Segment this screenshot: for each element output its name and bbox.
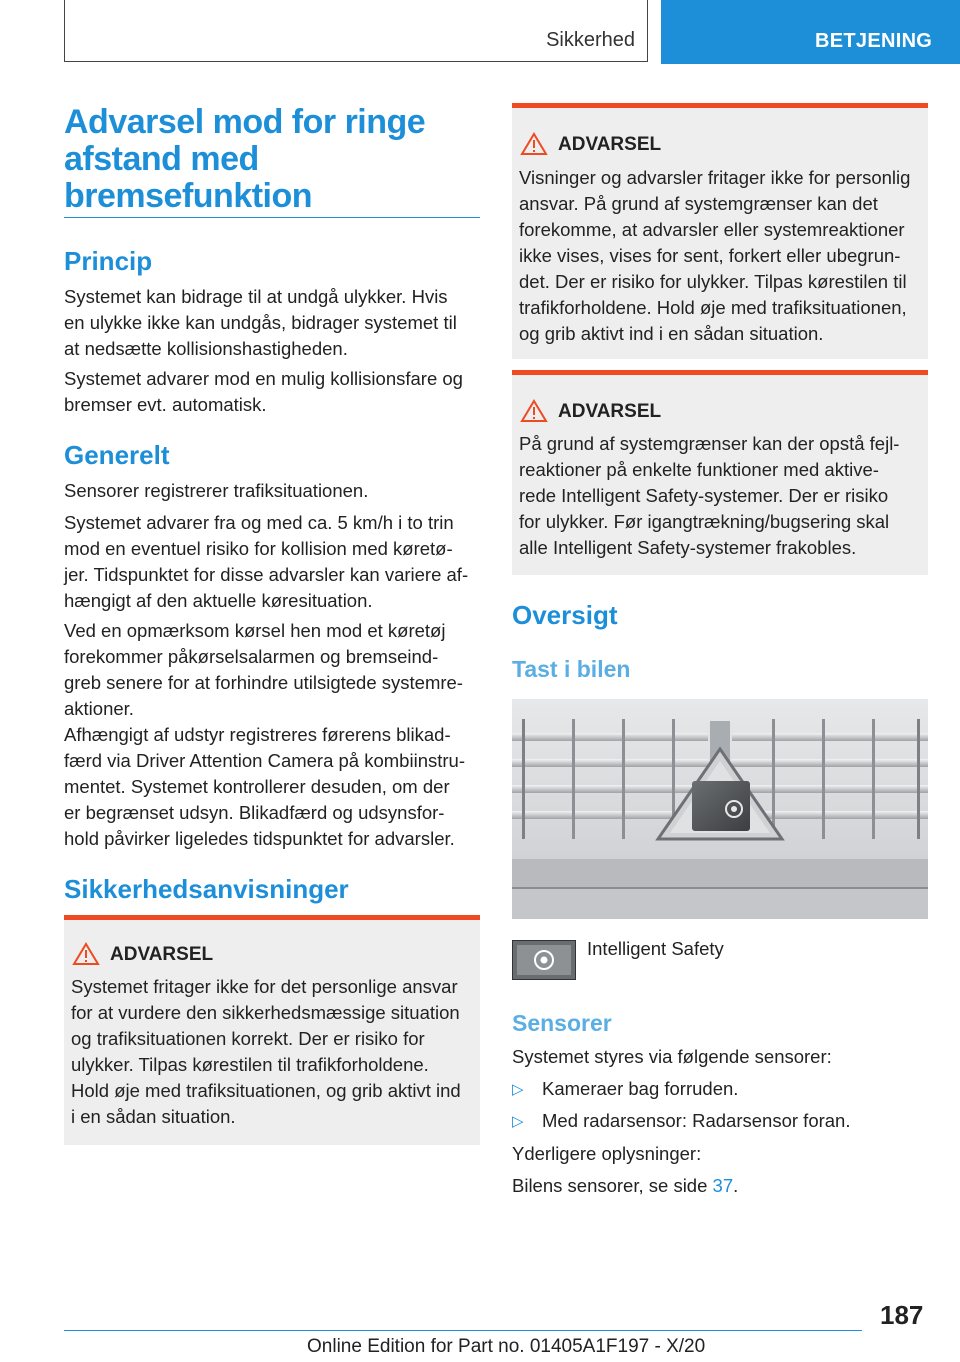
header-section-box bbox=[64, 0, 648, 62]
warning-text: Visninger og advarsler fritager ikke for personlig ansvar. På grund af systemgrænser kan det forekomme, at advarsler eller systemreaktioner ikke vises, vises for sent, forkert eller ubegrun‐ det. Der er risiko for ulykker. Tilpas kørestilen til trafikforholdene. Hold øje med trafiksituationen, og grib aktivt ind i en sådan situation. bbox=[519, 167, 911, 344]
generelt-paragraph-4: Afhængigt af udstyr registreres førerens blikad‐ færd via Driver Attention Camera på kombiinstru‐ mentet. Systemet kontrollerer desuden, om der er begrænset udsyn. Blikadfærd og udsynsfor‐ hold påvirker ligeledes tidspunktet for advarsler. bbox=[64, 724, 465, 849]
header-section-label: Sikkerhed bbox=[546, 29, 635, 51]
cross-reference: Bilens sensorer, se side 37. bbox=[512, 1175, 739, 1196]
footer-edition: Online Edition for Part no. 01405A1F197 - X/20 bbox=[307, 1336, 706, 1357]
warning-label: ADVARSEL bbox=[558, 134, 662, 155]
page-title bbox=[64, 104, 480, 215]
dashboard-vents-illustration bbox=[512, 699, 928, 919]
princip-paragraph-1: Systemet kan bidrage til at undgå ulykker. Hvis en ulykke ikke kan undgås, bidrager systemet til at nedsætte kollisionshastigheden. bbox=[64, 286, 457, 359]
generelt-paragraph-1: Sensorer registrerer trafiksituationen. bbox=[64, 480, 369, 501]
more-info-label: Yderligere oplysninger: bbox=[512, 1143, 702, 1164]
warning-text: På grund af systemgrænser kan der opstå fejl‐ reaktioner på enkelte funktioner med aktive‐ rede Intelligent Safety-systemer. Der er risiko for ulykker. Før igangtrækning/bugsering skal alle Intelligent Safety-systemer frakobles. bbox=[519, 433, 900, 558]
warning-box bbox=[64, 915, 480, 1145]
intelligent-safety-button-icon bbox=[512, 940, 576, 980]
warning-triangle-icon bbox=[520, 132, 548, 156]
heading-sikkerhedsanvisninger: Sikkerhedsanvisninger bbox=[64, 874, 349, 904]
footer-divider bbox=[64, 1330, 862, 1331]
warning-triangle-icon bbox=[520, 399, 548, 423]
car-button-photo bbox=[512, 699, 928, 919]
warning-triangle-icon bbox=[72, 942, 100, 966]
title-line: afstand med bbox=[64, 140, 259, 178]
heading-oversigt: Oversigt bbox=[512, 600, 618, 630]
title-line: Advarsel mod for ringe bbox=[64, 103, 426, 141]
generelt-paragraph-3: Ved en opmærksom kørsel hen mod et køretøj forekommer påkørselsalarmen og bremseind‐ greb senere for at forhindre utilsigtede systemre‐ aktioner. bbox=[64, 620, 463, 719]
heading-sensorer: Sensorer bbox=[512, 1010, 612, 1036]
bullet-triangle-icon: ▷ bbox=[512, 1081, 524, 1098]
header-chapter-label: BETJENING bbox=[815, 30, 933, 52]
page-link[interactable]: 37 bbox=[712, 1175, 734, 1196]
warning-text: Systemet fritager ikke for det personlige ansvar for at vurdere den sikkerhedsmæssige situation og trafiksituationen korrekt. Der er risiko for ulykker. Tilpas kørestilen til trafikforholdene. Hold øje med trafiksituationen, og grib aktivt ind i en sådan situation. bbox=[71, 976, 461, 1127]
heading-generelt: Generelt bbox=[64, 440, 170, 470]
header-chapter-tab bbox=[661, 0, 960, 64]
title-line: bremsefunktion bbox=[64, 177, 313, 215]
princip-paragraph-2: Systemet advarer mod en mulig kollisionsfare og bremser evt. automatisk. bbox=[64, 368, 463, 415]
heading-tast-i-bilen: Tast i bilen bbox=[512, 656, 631, 682]
safety-icon bbox=[517, 945, 571, 975]
title-divider bbox=[64, 217, 480, 218]
warning-label: ADVARSEL bbox=[558, 401, 662, 422]
warning-box bbox=[512, 370, 928, 575]
warning-label: ADVARSEL bbox=[110, 944, 214, 965]
warning-box bbox=[512, 103, 928, 359]
button-caption: Intelligent Safety bbox=[587, 938, 724, 959]
sensorer-intro: Systemet styres via følgende sensorer: bbox=[512, 1046, 832, 1067]
heading-princip: Princip bbox=[64, 246, 153, 276]
page-number: 187 bbox=[880, 1300, 924, 1330]
bullet-triangle-icon: ▷ bbox=[512, 1113, 524, 1130]
generelt-paragraph-2: Systemet advarer fra og med ca. 5 km/h i to trin mod en eventuel risiko for kollision med køretø‐ jer. Tidspunktet for disse advarsler kan variere af‐ hængigt af den aktuelle køresituation. bbox=[64, 512, 469, 611]
